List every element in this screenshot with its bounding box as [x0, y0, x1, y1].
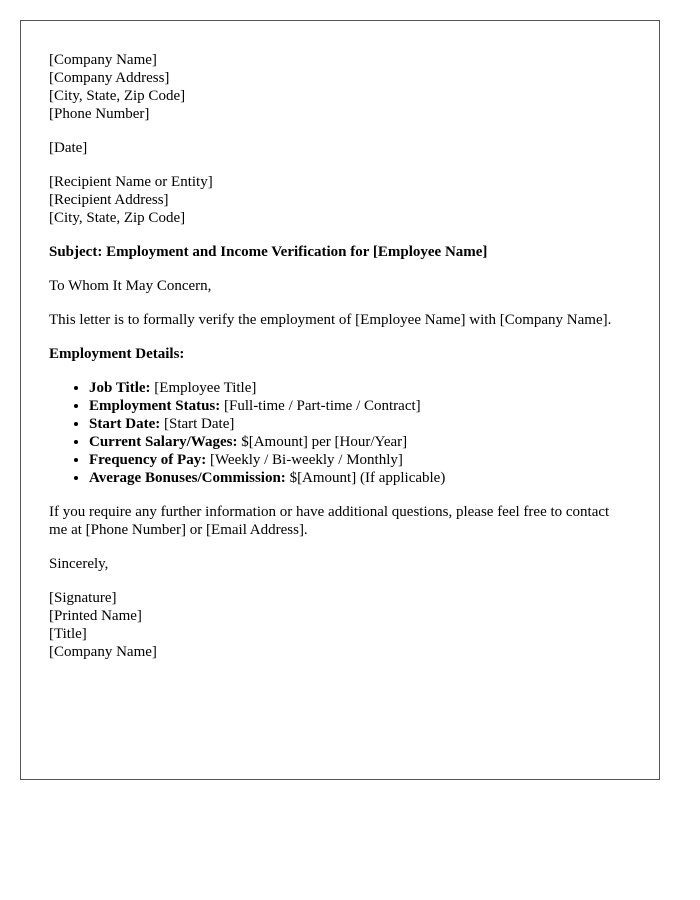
sender-city-state-zip: [City, State, Zip Code] — [49, 88, 186, 104]
details-heading: Employment Details: — [49, 346, 185, 362]
intro-paragraph: This letter is to formally verify the employment of [Employee Name] with [Company Name]. — [49, 312, 612, 328]
detail-value: $[Amount] (If applicable) — [285, 470, 446, 486]
detail-label: Job Title: — [89, 380, 151, 396]
signature: [Signature] — [49, 590, 117, 606]
detail-value: [Weekly / Bi-weekly / Monthly] — [206, 452, 403, 468]
detail-label: Average Bonuses/Commission: — [89, 470, 286, 486]
salutation: To Whom It May Concern, — [49, 278, 212, 294]
signer-company-name: [Company Name] — [49, 644, 157, 660]
sender-phone: [Phone Number] — [49, 106, 150, 122]
detail-value: [Full-time / Part-time / Contract] — [220, 398, 421, 414]
letter-date: [Date] — [49, 140, 88, 156]
signature-block — [49, 589, 631, 661]
detail-value: [Employee Title] — [150, 380, 257, 396]
detail-value: [Start Date] — [160, 416, 235, 432]
signer-title: [Title] — [49, 626, 87, 642]
recipient-city-state-zip: [City, State, Zip Code] — [49, 210, 186, 226]
detail-item-employment-status — [89, 397, 631, 415]
sender-company-name: [Company Name] — [49, 52, 157, 68]
recipient-address: [Recipient Address] — [49, 192, 169, 208]
sender-company-address: [Company Address] — [49, 70, 170, 86]
detail-label: Current Salary/Wages: — [89, 434, 238, 450]
employment-details-list — [49, 379, 631, 487]
detail-item-salary — [89, 433, 631, 451]
detail-label: Start Date: — [89, 416, 161, 432]
recipient-name: [Recipient Name or Entity] — [49, 174, 213, 190]
date-block — [49, 139, 631, 157]
detail-item-job-title — [89, 379, 631, 397]
subject-line: Subject: Employment and Income Verification for [Employee Name] — [49, 244, 488, 260]
closing-paragraph: If you require any further information or have additional questions, please feel free to contact me at [Phone Number] or [Email Address]. — [49, 504, 610, 538]
sender-address-block — [49, 51, 631, 123]
detail-item-start-date — [89, 415, 631, 433]
detail-item-bonuses — [89, 469, 631, 487]
detail-label: Frequency of Pay: — [89, 452, 207, 468]
detail-value: $[Amount] per [Hour/Year] — [237, 434, 408, 450]
recipient-address-block — [49, 173, 631, 227]
printed-name: [Printed Name] — [49, 608, 142, 624]
detail-item-pay-frequency — [89, 451, 631, 469]
letter-page — [20, 20, 660, 780]
detail-label: Employment Status: — [89, 398, 221, 414]
closing: Sincerely, — [49, 556, 109, 572]
